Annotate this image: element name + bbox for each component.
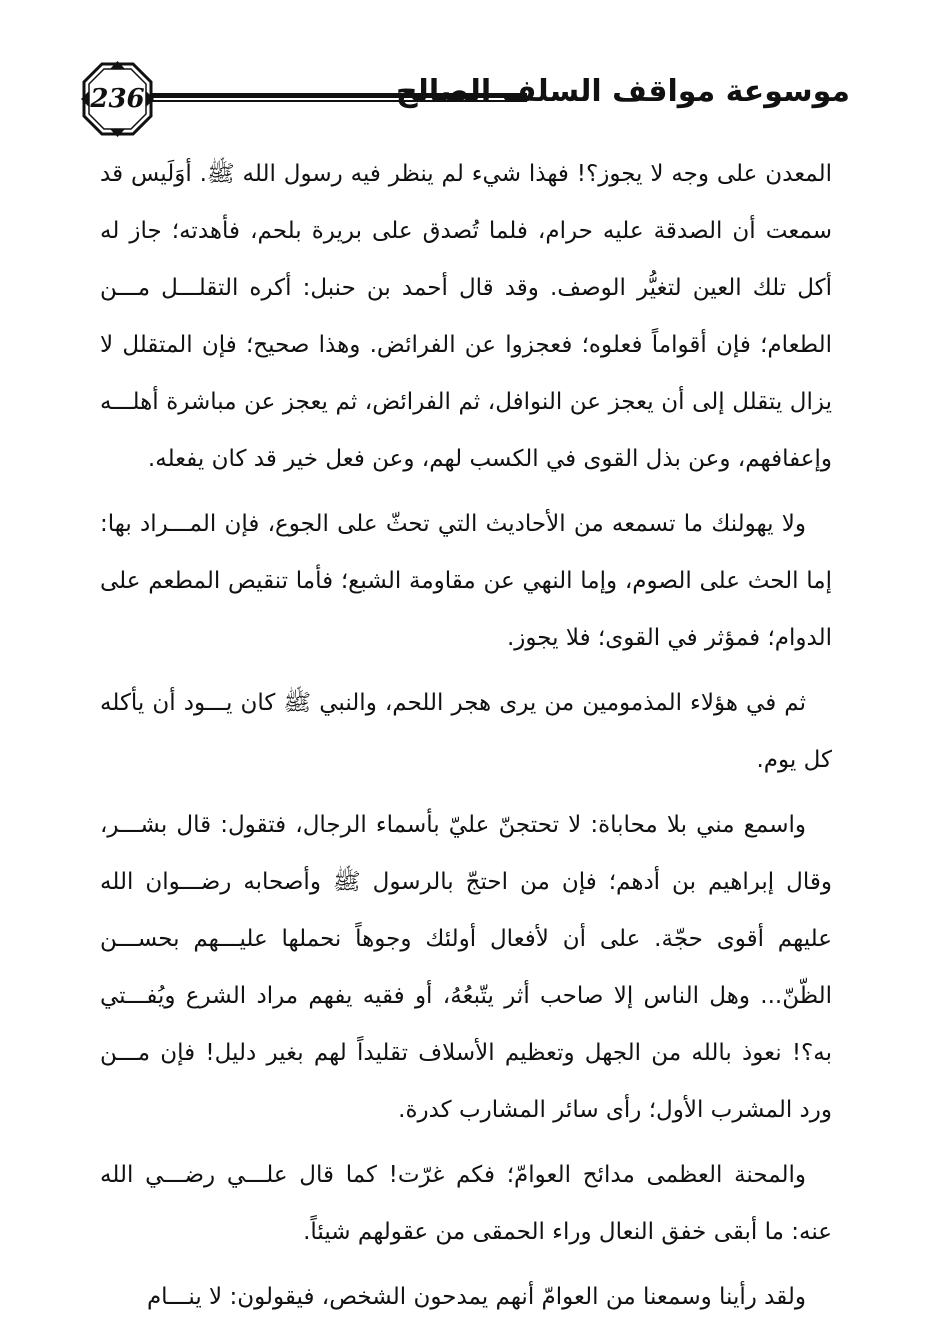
book-title: موسوعة مواقف السلف الصالح (395, 74, 850, 109)
paragraph-3: ثم في هؤلاء المذمومين من يرى هجر اللحم، والنبي ﷺ كان يـــود أن يأكله كل يوم. (100, 690, 832, 773)
paragraph-4: واسمع مني بلا محاباة: لا تحتجنّ عليّ بأسماء الرجال، فتقول: قال بشـــر، وقال إبراهيم بن أدهم؛ فإن من احتجّ بالرسول ﷺ وأصحابه رضـــوان الله عليهم أقوى حجّة. على أن لأفعال أولئك وجوهاً نحملها عليـــهم بحســـن الظّنّ... وهل الناس إلا صاحب أثر يتّبعُهُ، أو فقيه يفهم مراد الشرع ويُفـــتي به؟! نعوذ بالله من الجهل وتعظيم الأسلاف تقليداً لهم بغير دليل! فإن مـــن ورد المشرب الأول؛ رأى سائر المشارب كدرة. (100, 812, 832, 1123)
page-number-badge (80, 60, 155, 138)
paragraph-5: والمحنة العظمى مدائح العوامّ؛ فكم غرّت! كما قال علـــي رضـــي الله عنه: ما أبقى خفق النعال وراء الحمقى من عقولهم شيئاً. (100, 1162, 832, 1245)
page-number: 236 (90, 84, 145, 114)
paragraph-1: المعدن على وجه لا يجوز؟! فهذا شيء لم ينظر فيه رسول الله ﷺ. أوَلَيس قد سمعت أن الصدقة عليه حرام، فلما تُصدق على بريرة بلحم، فأهدته؛ جاز له أكل تلك العين لتغيُّر الوصف. وقد قال أحمد بن حنبل: أكره التقلـــل مـــن الطعام؛ فإن أقواماً فعلوه؛ فعجزوا عن الفرائض. وهذا صحيح؛ فإن المتقلل لا يزال يتقلل إلى أن يعجز عن النوافل، ثم الفرائض، ثم يعجز عن مباشرة أهلـــه وإعفافهم، وعن بذل القوى في الكسب لهم، وعن فعل خير قد كان يفعله. (100, 161, 832, 472)
paragraph-2: ولا يهولنك ما تسمعه من الأحاديث التي تحثّ على الجوع، فإن المـــراد بها: إما الحث على الصوم، وإما النهي عن مقاومة الشبع؛ فأما تنقيص المطعم على الدوام؛ فمؤثر في القوى؛ فلا يجوز. (100, 511, 832, 651)
page-header (80, 60, 850, 140)
page-body (100, 146, 832, 1326)
paragraph-6: ولقد رأينا وسمعنا من العوامّ أنهم يمدحون الشخص، فيقولون: لا ينـــام (146, 1284, 806, 1310)
